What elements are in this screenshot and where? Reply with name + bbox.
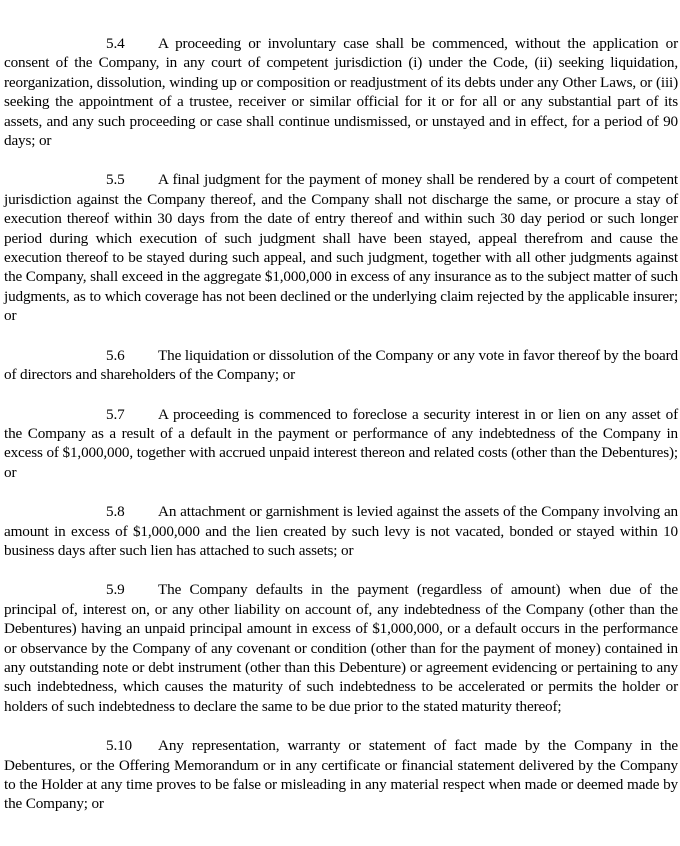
document-page xyxy=(4,34,678,814)
section-5-6 xyxy=(4,346,678,385)
section-text: A proceeding is commenced to foreclose a security interest in or lien on any asset of the Company as a result of a default in the payment or performance of any indebtedness of the Company in excess of $1,000,000, together with accrued unpaid interest thereon and related costs (other than the Debentures); or xyxy=(4,405,678,481)
section-text: Any representation, warranty or statement of fact made by the Company in the Debentures, or the Offering Memorandum or in any certificate or financial statement delivered by the Company to the Holder at any time proves to be false or misleading in any material respect when made or deemed made by the Company; or xyxy=(4,737,678,813)
section-5-10 xyxy=(4,736,678,814)
section-number: 5.4 xyxy=(106,35,125,52)
section-5-9 xyxy=(4,580,678,716)
section-text: The Company defaults in the payment (regardless of amount) when due of the principal of, interest on, or any other liability on account of, any indebtedness of the Company (other than the Debentures) having an unpaid principal amount in excess of $1,000,000, or a default occurs in the performance or observance by the Company of any covenant or condition (other than for the payment of money) contained in any outstanding note or debt instrument (other than this Debenture) or agreement evidencing or pertaining to any such indebtedness, which causes the maturity of such indebtedness to be accelerated or permits the holder or holders of such indebtedness to declare the same to be due prior to the stated maturity thereof; xyxy=(4,581,678,715)
section-5-4 xyxy=(4,34,678,150)
section-text: A proceeding or involuntary case shall be commenced, without the application or consent of the Company, in any court of competent jurisdiction (i) under the Code, (ii) seeking liquidation, reorganization, dissolution, winding up or composition or readjustment of its debts under any Other Laws, or (iii) seeking the appointment of a trustee, receiver or similar official for it or for all or any substantial part of its assets, and any such proceeding or case shall continue undismissed, or unstayed and in effect, for a period of 90 days; or xyxy=(4,35,678,150)
section-number: 5.9 xyxy=(106,581,125,599)
section-text: The liquidation or dissolution of the Company or any vote in favor thereof by the board of directors and shareholders of the Company; or xyxy=(4,346,678,384)
section-number: 5.7 xyxy=(106,405,125,423)
section-text: A final judgment for the payment of money shall be rendered by a court of competent jurisdiction against the Company thereof, and the Company shall not discharge the same, or procure a stay of execution thereof within 30 days from the date of entry thereof and within such 30 day period or such longer period during which execution of such judgment shall have been stayed, appeal therefrom and cause the execution thereof to be stayed during such appeal, and such judgment, together with all other judgments against the Company, shall exceed in the aggregate $1,000,000 in excess of any insurance as to the subject matter of such judgments, as to which coverage has not been declined or the underlying claim rejected by the applicable insurer; or xyxy=(4,171,678,325)
section-5-7 xyxy=(4,405,678,483)
section-5-5 xyxy=(4,170,678,325)
section-number: 5.10 xyxy=(106,737,132,755)
section-5-8 xyxy=(4,502,678,560)
section-number: 5.6 xyxy=(106,346,125,364)
section-text: An attachment or garnishment is levied against the assets of the Company involving an amount in excess of $1,000,000 and the lien created by such levy is not vacated, bonded or stayed within 10 business days after such lien has attached to such assets; or xyxy=(4,503,678,559)
section-number: 5.5 xyxy=(106,171,125,189)
section-number: 5.8 xyxy=(106,503,125,521)
